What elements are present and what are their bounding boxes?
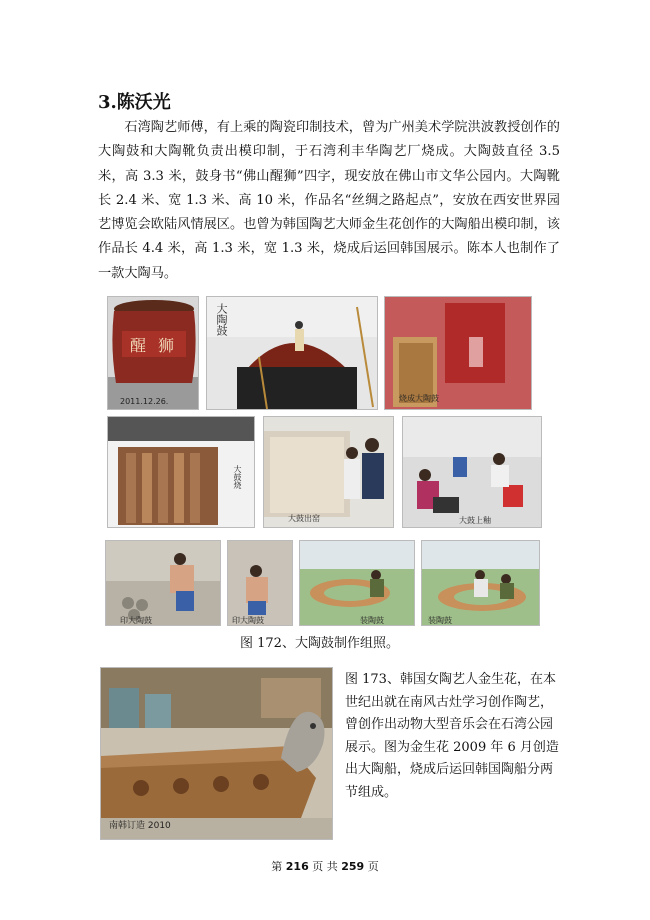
footer-prefix: 第 [271,860,283,873]
photo-label: 2011.12.26. [120,397,169,406]
photo-label: 装陶鼓 [428,616,452,625]
photo-label: 大鼓出窑 [288,514,320,523]
drum-unloading-image [264,417,394,528]
photo-drum-fired [384,296,532,410]
photo-label: 大鼓上釉 [459,516,491,525]
photo-label: 烧成大陶鼓 [399,394,439,403]
figure-172-caption: 图 172、大陶鼓制作组照。 [240,636,399,651]
photo-drum-finished [107,296,199,410]
photo-printing-drum-1 [105,540,221,626]
photo-drum-unloading [263,416,394,528]
photo-label: 大鼓烧 [233,465,242,489]
photo-assembling-drum-1 [299,540,415,626]
photo-assembling-drum-2 [421,540,540,626]
assembling-image-1 [300,541,415,626]
ceramic-boat-image [101,668,333,840]
photo-label: 印大陶鼓 [232,616,264,625]
total-page-number: 259 [341,860,365,873]
printing-image-1 [106,541,221,626]
photo-drum-on-site [206,296,378,410]
photo-drum-glazing [402,416,542,528]
drum-image [108,297,199,410]
footer-suffix: 页 [367,860,379,873]
photo-label: 南韩订造 2010 [109,821,171,831]
photo-label: 印大陶鼓 [120,616,152,625]
figure-173-caption: 图 173、韩国女陶艺人金生花，在本世纪出就在南风古灶学习创作陶艺，曾创作出动物大型音乐会在石湾公园展示。图为金生花 2009 年 6 月创造出大陶船，烧成后运回韩国陶船分两节组成。 [345,672,559,800]
drum-glazing-image [403,417,542,528]
photo-label: 大陶鼓 [215,303,228,336]
drum-site-image [207,297,378,410]
footer-middle: 页 共 [312,860,338,873]
photo-label: 装陶鼓 [360,616,384,625]
assembling-image-2 [422,541,540,626]
body-paragraph: 石湾陶艺师傅，有上乘的陶瓷印制技术，曾为广州美术学院洪波教授创作的大陶鼓和大陶靴负责出模印制，于石湾利丰华陶艺厂烧成。大陶鼓直径 3.5 米，高 3.3 米，鼓身书“佛山醒狮”四字，现安放在佛山市文华公园内。大陶靴长 2.4 米、宽 1.3 米、高 10 米，作品名“丝绸之路起点”，安放在西安世界园艺博览会欧陆风情展区。也曾为韩国陶艺大师金生花创作的大陶船出模印制，该作品长 4.4 米，高 1.3 米，宽 1.3 米，烧成后运回韩国展示。陈本人也制作了一款大陶马。 [98,120,560,281]
section-heading: 3.陈沃光 [98,92,171,113]
photo-drum-kiln [107,416,255,528]
photo-ceramic-boat [100,667,333,840]
svg-text:醒: 醒 [130,336,147,355]
printing-image-2 [228,541,293,626]
svg-text:狮: 狮 [158,336,175,355]
photo-printing-drum-2 [227,540,293,626]
current-page-number: 216 [285,860,309,873]
page-footer [0,858,650,874]
